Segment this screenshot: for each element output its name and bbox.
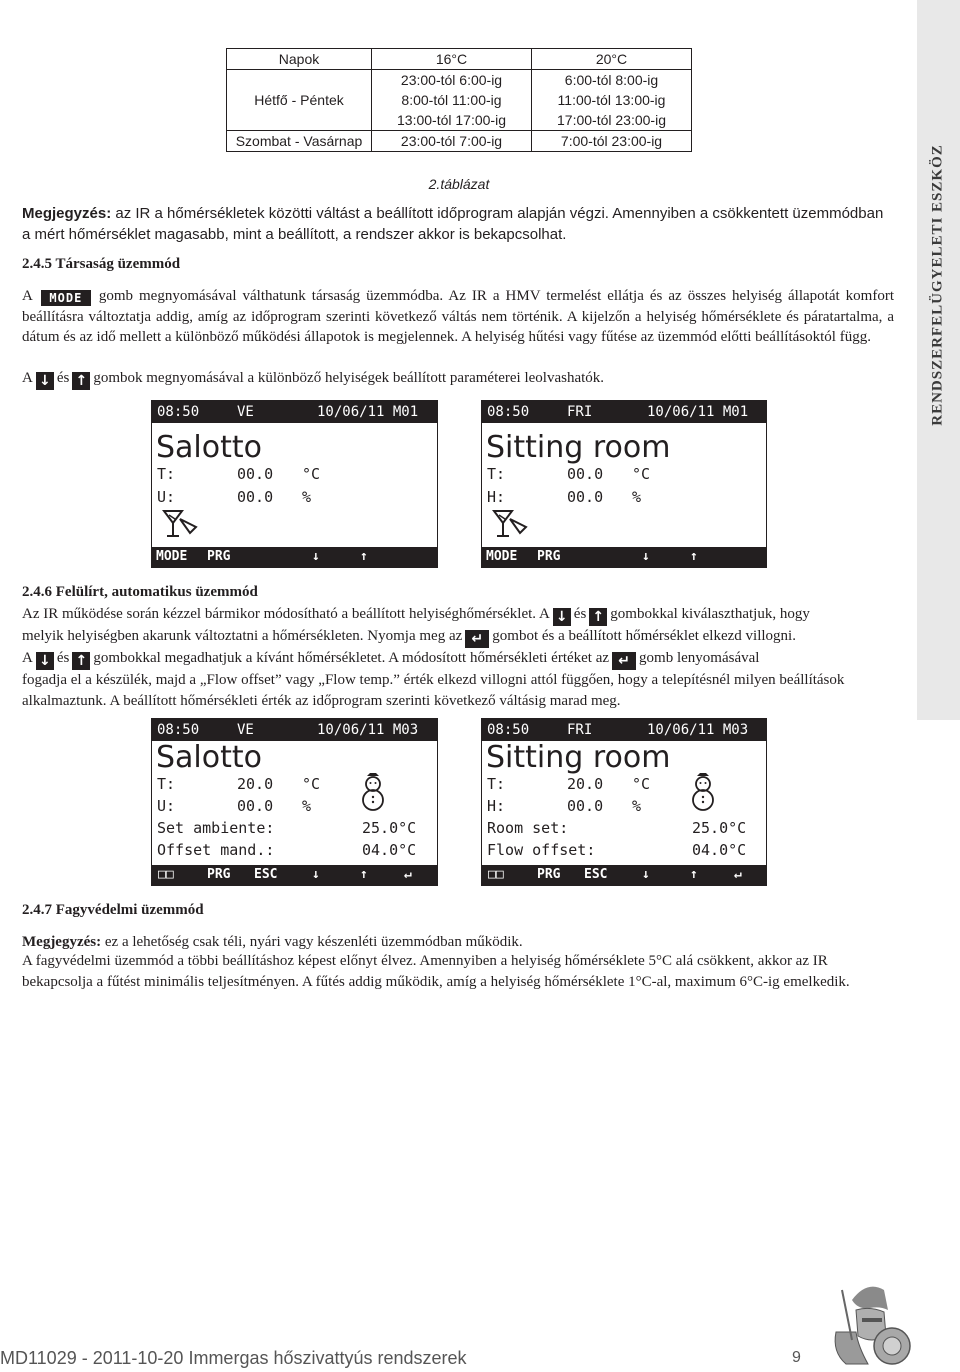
lcd-unit: °C xyxy=(632,465,651,483)
arrow-down-key-icon: ↓ xyxy=(36,372,54,390)
softkey-up[interactable]: ↑ xyxy=(690,867,698,882)
lcd-time: 08:50 xyxy=(487,722,530,738)
arrow-down-key-icon: ↓ xyxy=(36,652,54,670)
note-text: az IR a hőmérsékletek közötti váltást a beállított időprogram alapján végzi. Amennyiben a csökkentett üzemmódban a mért hőmérséklet magasabb, mint a beállított, a rendszer akkor is bekapcsolhat. xyxy=(22,205,884,243)
softkey-down[interactable]: ↓ xyxy=(642,549,650,564)
softkey-prg[interactable]: PRG xyxy=(537,549,561,564)
lcd-label: Flow offset: xyxy=(487,841,596,859)
lcd-label: Room set: xyxy=(487,819,569,837)
lcd-softkey-bar xyxy=(152,547,437,567)
time-range: 6:00-tól 8:00-ig xyxy=(564,72,659,88)
paragraph xyxy=(22,604,894,711)
lcd-room-name: Sitting room xyxy=(486,740,671,775)
lcd-value: 00.0 xyxy=(567,797,604,815)
table-cell: Szombat - Vasárnap xyxy=(227,131,372,152)
softkey-mode[interactable]: MODE xyxy=(486,549,518,564)
section-heading: 2.4.7 Fagyvédelmi üzemmód xyxy=(22,902,204,918)
lcd-room-name: Sitting room xyxy=(486,430,671,465)
lcd-day: VE xyxy=(237,404,254,420)
lcd-status-bar xyxy=(152,401,437,423)
enter-key-icon: ↵ xyxy=(465,630,489,648)
lcd-status-bar xyxy=(482,719,766,741)
paragraph xyxy=(22,286,894,348)
softkey-esc[interactable]: ESC xyxy=(254,867,278,882)
softkey-prg[interactable]: PRG xyxy=(207,867,231,882)
lcd-value: 20.0 xyxy=(237,775,274,793)
text: A xyxy=(22,288,33,304)
time-range: 8:00-tól 11:00-ig xyxy=(401,92,502,108)
note-label: Megjegyzés: xyxy=(22,934,102,950)
note-label: Megjegyzés: xyxy=(22,205,112,222)
time-range: 13:00-tól 17:00-ig xyxy=(397,112,506,128)
table-row xyxy=(227,70,692,131)
enter-key-icon: ↵ xyxy=(612,652,636,670)
lcd-day: FRI xyxy=(567,404,593,420)
text: A xyxy=(22,370,33,386)
lcd-label: T: xyxy=(487,775,506,793)
softkey-up[interactable]: ↑ xyxy=(360,549,368,564)
lcd-room-name: Salotto xyxy=(156,430,262,465)
lcd-unit: °C xyxy=(302,775,321,793)
lcd-label: H: xyxy=(487,797,506,815)
lcd-date: 10/06/11 M03 xyxy=(317,722,419,738)
lcd-value: 00.0 xyxy=(237,797,274,815)
table-caption: 2.táblázat xyxy=(428,176,490,192)
lcd-screen xyxy=(151,400,438,568)
table-header-row xyxy=(227,49,692,70)
lcd-day: VE xyxy=(237,722,254,738)
lcd-value: 04.0°C xyxy=(362,841,417,859)
text: fogadja el a készülék, majd a „Flow offset” vagy „Flow temp.” érték elkezd villogni attól függően, hogy a telepítésnél milyen beállítások alkalmaztunk. A beállított hőmérsékleti érték az időprogram szerinti következő váltásig marad meg. xyxy=(22,672,845,709)
text: gombok megnyomásával a különböző helyiségek beállított paraméterei leolvashatók. xyxy=(93,370,605,386)
text: gombot és a beállított hőmérséklet elkezd villogni. xyxy=(492,628,796,644)
table-header: 16°C xyxy=(372,49,532,70)
lcd-day: FRI xyxy=(567,722,593,738)
lcd-room-name: Salotto xyxy=(156,740,262,775)
lcd-screen xyxy=(481,718,767,886)
arrow-down-key-icon: ↓ xyxy=(553,608,571,626)
lcd-date: 10/06/11 M01 xyxy=(647,404,749,420)
side-tab-label: RENDSZERFELÜGYELETI ESZKÖZ xyxy=(929,144,946,426)
lcd-label: T: xyxy=(157,465,176,483)
section-heading: 2.4.5 Társaság üzemmód xyxy=(22,256,181,272)
softkey-down[interactable]: ↓ xyxy=(312,549,320,564)
schedule-table xyxy=(226,48,692,152)
mode-key-icon: MODE xyxy=(41,290,91,306)
footer-text: MD11029 - 2011-10-20 Immergas hőszivattyús rendszerek xyxy=(0,1348,467,1368)
lcd-time: 08:50 xyxy=(157,404,200,420)
lcd-screen xyxy=(151,718,438,886)
comfort-mode-icon xyxy=(688,773,718,813)
lcd-softkey-bar xyxy=(482,865,766,885)
lcd-screen xyxy=(481,400,767,568)
text: gomb megnyomásával válthatunk társaság üzemmódba. Az IR a HMV termelést ellátja és az összes helyiség állapotát komfort beállításra változtatja addig, amíg az időprogram szerinti következő váltás nem történik. A kijelzőn a helyiség hőmérséklete és páratartalma, a dátum és az idő mellett a különböző működési állapotok is megjelennek. A helyiség hűtési vagy fűtése az üzemmód előtti beállításoktól függ. xyxy=(22,288,894,345)
lcd-value: 00.0 xyxy=(567,488,604,506)
lcd-value: 20.0 xyxy=(567,775,604,793)
lcd-unit: °C xyxy=(632,775,651,793)
softkey-mode[interactable]: MODE xyxy=(156,549,188,564)
lcd-softkey-bar xyxy=(152,865,437,885)
softkey-prg[interactable]: PRG xyxy=(537,867,561,882)
text: Az IR működése során kézzel bármikor módosítható a beállított helyiséghőmérséklet. A xyxy=(22,606,550,622)
softkey-prg[interactable]: PRG xyxy=(207,549,231,564)
arrow-up-key-icon: ↑ xyxy=(589,608,607,626)
softkey-esc[interactable]: ESC xyxy=(584,867,608,882)
text: gombokkal megadhatjuk a kívánt hőmérsékletet. A módosított hőmérsékleti értéket az xyxy=(93,650,610,666)
immergas-knight-logo xyxy=(822,1280,917,1368)
table-cell: 23:00-tól 7:00-ig xyxy=(372,131,532,152)
paragraph: A fagyvédelmi üzemmód a többi beállításhoz képest előnyt élvez. Amennyiben a helyiség hőmérséklete 5°C alá csökkent, akkor az IR bekapcsolja a fűtést minimális teljesítményen. A fűtés addig működik, amíg a helyiség hőmérséklete 1°C-al, maximum 6°C-ig emelkedik. xyxy=(22,953,850,990)
lcd-label: T: xyxy=(487,465,506,483)
page-number: 9 xyxy=(792,1349,801,1366)
table-cell xyxy=(532,70,692,131)
softkey-up[interactable]: ↑ xyxy=(360,867,368,882)
note-paragraph xyxy=(22,204,894,245)
text: gomb lenyomásával xyxy=(639,650,760,666)
softkey-enter[interactable]: ↵ xyxy=(404,867,412,882)
time-range: 11:00-tól 13:00-ig xyxy=(557,92,666,108)
table-cell: 7:00-tól 23:00-ig xyxy=(532,131,692,152)
lcd-label: Offset mand.: xyxy=(157,841,275,859)
arrow-up-key-icon: ↑ xyxy=(72,652,90,670)
lcd-softkey-bar xyxy=(482,547,766,567)
text: melyik helyiségben akarunk változtatni a hőmérsékleten. Nyomja meg az xyxy=(22,628,463,644)
time-range: 23:00-tól 6:00-ig xyxy=(400,72,503,88)
softkey-down[interactable]: ↓ xyxy=(642,867,650,882)
paragraph xyxy=(22,368,894,390)
text: és xyxy=(56,370,70,386)
lcd-value: 25.0°C xyxy=(362,819,417,837)
text: és xyxy=(573,606,587,622)
lcd-status-bar xyxy=(482,401,766,423)
lcd-date: 10/06/11 M03 xyxy=(647,722,749,738)
lcd-time: 08:50 xyxy=(487,404,530,420)
party-glass-icon xyxy=(490,509,534,539)
lcd-date: 10/06/11 M01 xyxy=(317,404,419,420)
text: és xyxy=(56,650,70,666)
time-range: 17:00-tól 23:00-ig xyxy=(557,112,666,128)
lcd-status-bar xyxy=(152,719,437,741)
lcd-unit: °C xyxy=(302,465,321,483)
lcd-value: 25.0°C xyxy=(692,819,747,837)
lcd-unit: % xyxy=(302,797,312,815)
table-header: Napok xyxy=(227,49,372,70)
text: gombokkal kiválaszthatjuk, hogy xyxy=(610,606,810,622)
note-paragraph xyxy=(22,932,894,953)
lcd-unit: % xyxy=(632,488,642,506)
lcd-value: 00.0 xyxy=(567,465,604,483)
lcd-label: U: xyxy=(157,488,176,506)
lcd-label: Set ambiente: xyxy=(157,819,275,837)
text: A xyxy=(22,650,33,666)
lcd-value: 04.0°C xyxy=(692,841,747,859)
softkey-mode[interactable]: □□ xyxy=(488,867,504,882)
table-cell: Hétfő - Péntek xyxy=(227,70,372,131)
softkey-mode[interactable]: □□ xyxy=(158,867,174,882)
lcd-unit: % xyxy=(302,488,312,506)
lcd-label: H: xyxy=(487,488,506,506)
table-cell xyxy=(372,70,532,131)
softkey-up[interactable]: ↑ xyxy=(690,549,698,564)
note-text: ez a lehetőség csak téli, nyári vagy készenléti üzemmódban működik. xyxy=(101,934,523,950)
party-glass-icon xyxy=(160,509,204,539)
lcd-value: 00.0 xyxy=(237,488,274,506)
lcd-unit: % xyxy=(632,797,642,815)
table-header: 20°C xyxy=(532,49,692,70)
softkey-enter[interactable]: ↵ xyxy=(734,867,742,882)
softkey-down[interactable]: ↓ xyxy=(312,867,320,882)
arrow-up-key-icon: ↑ xyxy=(72,372,90,390)
lcd-value: 00.0 xyxy=(237,465,274,483)
section-heading: 2.4.6 Felülírt, automatikus üzemmód xyxy=(22,584,258,600)
table-row xyxy=(227,131,692,152)
lcd-label: T: xyxy=(157,775,176,793)
comfort-mode-icon xyxy=(358,773,388,813)
lcd-label: U: xyxy=(157,797,176,815)
lcd-time: 08:50 xyxy=(157,722,200,738)
